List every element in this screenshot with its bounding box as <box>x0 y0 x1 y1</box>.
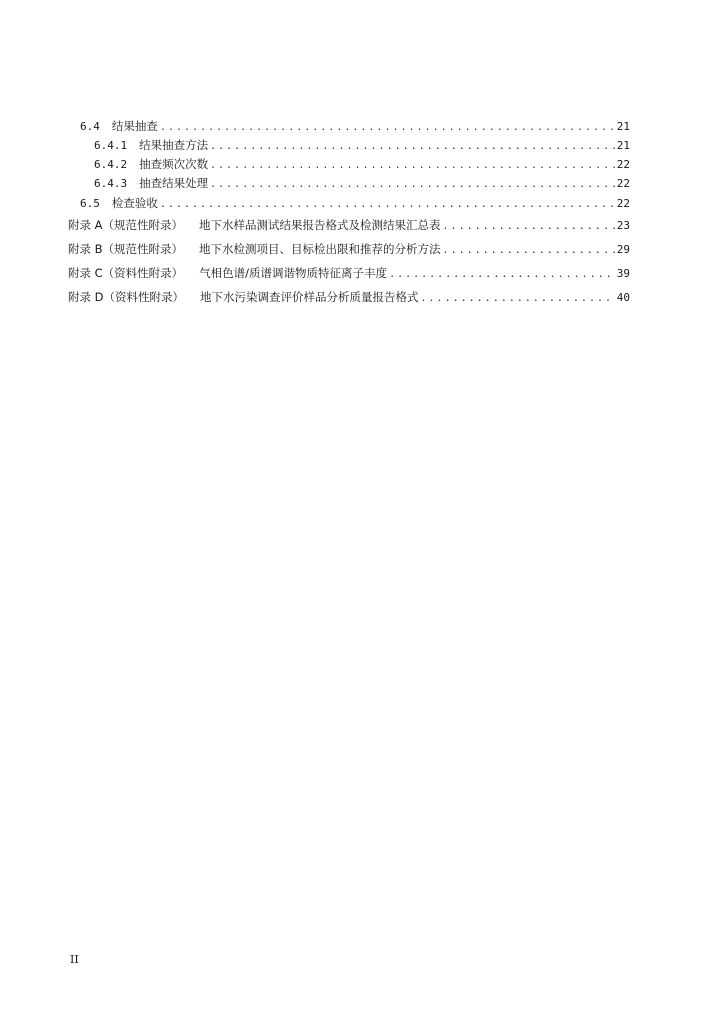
section-number: 6.5 <box>80 197 100 210</box>
appendix-tag: 附录 B（规范性附录） <box>68 242 184 256</box>
leader-dots <box>160 197 615 213</box>
page-number: 21 <box>616 139 630 152</box>
appendix-tag: 附录 D（资料性附录） <box>68 290 185 304</box>
leader-dots <box>210 158 615 174</box>
appendix-title: 地下水污染调查评价样品分析质量报告格式 <box>200 290 419 304</box>
section-title: 检查验收 <box>111 196 158 210</box>
toc-appendix-d[interactable] <box>68 289 630 307</box>
toc-appendix-c[interactable] <box>68 265 630 283</box>
appendix-title: 地下水样品测试结果报告格式及检测结果汇总表 <box>199 218 441 232</box>
toc-entry-6-4[interactable] <box>80 118 630 136</box>
leader-dots <box>210 177 615 193</box>
leader-dots <box>210 139 615 155</box>
toc-entry-6-4-1[interactable] <box>94 137 630 155</box>
page-number: 29 <box>616 243 630 256</box>
page-number: 22 <box>616 158 630 171</box>
leader-dots <box>443 219 615 235</box>
toc-entry-6-4-3[interactable] <box>94 175 630 193</box>
leader-dots <box>443 243 615 259</box>
section-title: 抽查结果处理 <box>139 176 209 190</box>
section-number: 6.4.1 <box>94 139 128 152</box>
appendix-tag: 附录 C（资料性附录） <box>68 266 184 280</box>
section-number: 6.4 <box>80 120 100 133</box>
page-number: 39 <box>616 267 630 280</box>
page-number-footer: II <box>70 953 79 966</box>
toc-appendix-a[interactable] <box>68 217 630 235</box>
page-number: 22 <box>616 197 630 210</box>
appendix-title: 地下水检测项目、目标检出限和推荐的分析方法 <box>199 242 441 256</box>
toc-appendix-b[interactable] <box>68 241 630 259</box>
toc-entry-6-4-2[interactable] <box>94 156 630 174</box>
section-number: 6.4.2 <box>94 158 128 171</box>
page-number: 22 <box>616 177 630 190</box>
leader-dots <box>421 291 615 307</box>
leader-dots <box>160 120 615 136</box>
section-title: 结果抽查方法 <box>139 138 209 152</box>
appendix-tag: 附录 A（规范性附录） <box>68 218 184 232</box>
section-number: 6.4.3 <box>94 177 128 190</box>
toc-entry-6-5[interactable] <box>80 195 630 213</box>
appendix-title: 气相色谱/质谱调谐物质特征离子丰度 <box>199 266 388 280</box>
page-number: 40 <box>616 291 630 304</box>
page-number: 21 <box>616 120 630 133</box>
page-number: 23 <box>616 219 630 232</box>
section-title: 结果抽查 <box>111 119 158 133</box>
section-title: 抽查频次次数 <box>139 157 209 171</box>
leader-dots <box>389 267 615 283</box>
